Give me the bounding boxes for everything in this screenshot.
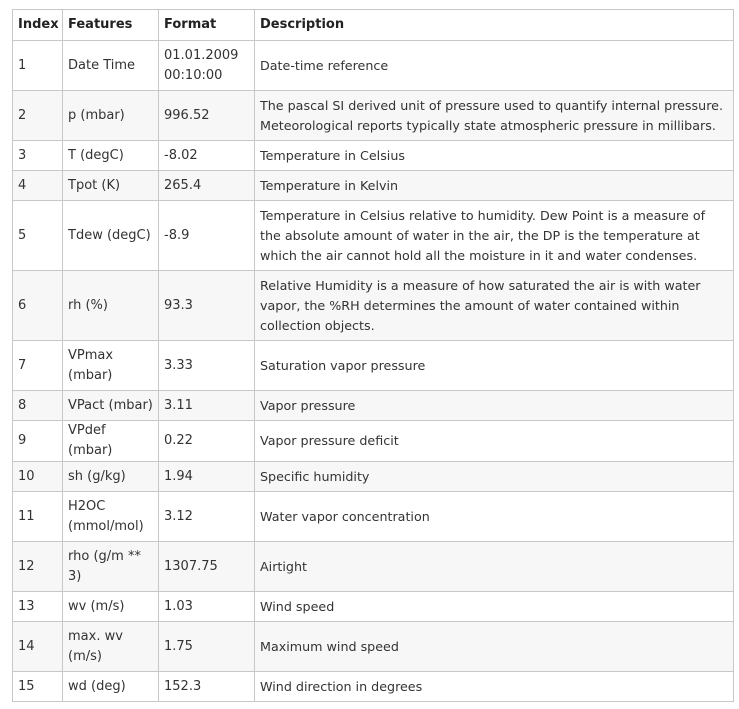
header-row <box>13 10 734 41</box>
table-row <box>13 492 734 542</box>
cell-feature: rho (g/m ** 3) <box>63 542 159 592</box>
cell-feature: VPact (mbar) <box>63 391 159 421</box>
cell-feature: Tdew (degC) <box>63 201 159 271</box>
table-row <box>13 542 734 592</box>
cell-description: Temperature in Kelvin <box>255 171 734 201</box>
cell-format: 3.11 <box>159 391 255 421</box>
table-header <box>13 10 734 41</box>
header-index: Index <box>13 10 63 41</box>
features-table-container <box>12 9 734 702</box>
cell-index: 3 <box>13 141 63 171</box>
table-row <box>13 592 734 622</box>
cell-feature: rh (%) <box>63 271 159 341</box>
cell-description: Maximum wind speed <box>255 622 734 672</box>
cell-format: 1307.75 <box>159 542 255 592</box>
cell-feature: sh (g/kg) <box>63 462 159 492</box>
table-row <box>13 91 734 141</box>
table-row <box>13 672 734 702</box>
cell-format: 93.3 <box>159 271 255 341</box>
cell-format: 3.33 <box>159 341 255 391</box>
features-table <box>12 9 734 702</box>
cell-feature: wd (deg) <box>63 672 159 702</box>
table-row <box>13 462 734 492</box>
header-description: Description <box>255 10 734 41</box>
cell-feature: VPmax (mbar) <box>63 341 159 391</box>
cell-description: Water vapor concentration <box>255 492 734 542</box>
cell-index: 13 <box>13 592 63 622</box>
cell-format: 265.4 <box>159 171 255 201</box>
cell-description: Specific humidity <box>255 462 734 492</box>
cell-format: -8.02 <box>159 141 255 171</box>
cell-index: 5 <box>13 201 63 271</box>
cell-index: 8 <box>13 391 63 421</box>
table-row <box>13 271 734 341</box>
cell-format: 3.12 <box>159 492 255 542</box>
cell-format: 1.75 <box>159 622 255 672</box>
cell-feature: T (degC) <box>63 141 159 171</box>
table-row <box>13 391 734 421</box>
cell-index: 9 <box>13 421 63 462</box>
table-row <box>13 421 734 462</box>
cell-index: 7 <box>13 341 63 391</box>
cell-feature: VPdef (mbar) <box>63 421 159 462</box>
cell-format: 152.3 <box>159 672 255 702</box>
cell-index: 14 <box>13 622 63 672</box>
cell-index: 11 <box>13 492 63 542</box>
cell-description: Wind speed <box>255 592 734 622</box>
cell-format: 1.94 <box>159 462 255 492</box>
cell-description: Airtight <box>255 542 734 592</box>
cell-description: Vapor pressure deficit <box>255 421 734 462</box>
cell-index: 2 <box>13 91 63 141</box>
table-row <box>13 41 734 91</box>
cell-index: 4 <box>13 171 63 201</box>
cell-description: Saturation vapor pressure <box>255 341 734 391</box>
cell-description: The pascal SI derived unit of pressure used to quantify internal pressure. Meteorological reports typically state atmospheric pressure in millibars. <box>255 91 734 141</box>
cell-index: 15 <box>13 672 63 702</box>
table-row <box>13 201 734 271</box>
cell-feature: max. wv (m/s) <box>63 622 159 672</box>
table-row <box>13 171 734 201</box>
cell-index: 6 <box>13 271 63 341</box>
cell-description: Wind direction in degrees <box>255 672 734 702</box>
table-row <box>13 341 734 391</box>
cell-feature: wv (m/s) <box>63 592 159 622</box>
cell-format: -8.9 <box>159 201 255 271</box>
cell-feature: p (mbar) <box>63 91 159 141</box>
cell-index: 1 <box>13 41 63 91</box>
cell-feature: H2OC (mmol/mol) <box>63 492 159 542</box>
table-row <box>13 141 734 171</box>
table-row <box>13 622 734 672</box>
cell-index: 12 <box>13 542 63 592</box>
cell-format: 1.03 <box>159 592 255 622</box>
cell-format: 996.52 <box>159 91 255 141</box>
cell-description: Temperature in Celsius <box>255 141 734 171</box>
cell-index: 10 <box>13 462 63 492</box>
cell-format: 0.22 <box>159 421 255 462</box>
header-format: Format <box>159 10 255 41</box>
cell-description: Vapor pressure <box>255 391 734 421</box>
cell-feature: Date Time <box>63 41 159 91</box>
cell-description: Relative Humidity is a measure of how saturated the air is with water vapor, the %RH determines the amount of water contained within collection objects. <box>255 271 734 341</box>
cell-feature: Tpot (K) <box>63 171 159 201</box>
table-body <box>13 41 734 702</box>
header-features: Features <box>63 10 159 41</box>
cell-description: Temperature in Celsius relative to humidity. Dew Point is a measure of the absolute amount of water in the air, the DP is the temperature at which the air cannot hold all the moisture in it and water condenses. <box>255 201 734 271</box>
cell-description: Date-time reference <box>255 41 734 91</box>
cell-format: 01.01.2009 00:10:00 <box>159 41 255 91</box>
